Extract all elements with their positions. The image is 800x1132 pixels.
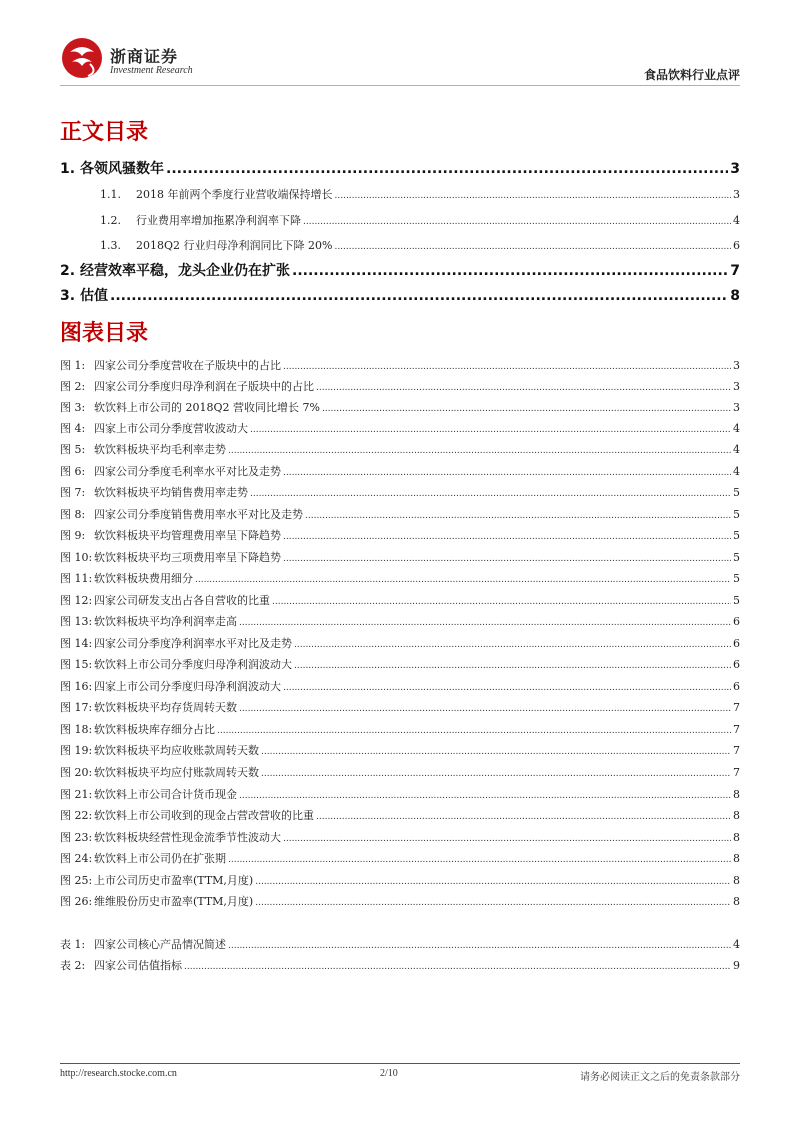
figure-entry[interactable]: 图 3: 软饮料上市公司的 2018Q2 营收同比增长 7% ..... 3 xyxy=(60,399,740,415)
toc-entry[interactable]: 1. 各领风骚数年 ..... 3 xyxy=(60,158,740,178)
toc-entry[interactable]: 1.3. 2018Q2 行业归母净利润同比下降 20% ..... 6 xyxy=(100,237,740,253)
figure-entry[interactable]: 图 4: 四家上市公司分季度营收波动大 ..... 4 xyxy=(60,420,740,436)
figure-list-heading: 图表目录 xyxy=(60,321,149,346)
page-header xyxy=(60,36,740,84)
figure-entry[interactable]: 图 16: 四家上市公司分季度归母净利润波动大 ..... 6 xyxy=(60,678,740,694)
toc-entry[interactable]: 1.1. 2018 年前两个季度行业营收端保持增长 ..... 3 xyxy=(100,186,740,202)
figure-entry[interactable]: 图 9: 软饮料板块平均管理费用率呈下降趋势 ..... 5 xyxy=(60,527,740,543)
footer-divider xyxy=(60,1063,740,1064)
figure-entry[interactable]: 图 10: 软饮料板块平均三项费用率呈下降趋势 ..... 5 xyxy=(60,549,740,565)
figure-entry[interactable]: 图 17: 软饮料板块平均存货周转天数 ..... 7 xyxy=(60,699,740,715)
header-divider xyxy=(60,85,740,86)
figure-entry[interactable]: 图 14: 四家公司分季度净利润率水平对比及走势 ..... 6 xyxy=(60,635,740,651)
report-type: 食品饮料行业点评 xyxy=(643,68,740,82)
figure-entry[interactable]: 图 1: 四家公司分季度营收在子版块中的占比 ..... 3 xyxy=(60,357,740,373)
figure-entry[interactable]: 图 24: 软饮料上市公司仍在扩张期 ..... 8 xyxy=(60,850,740,866)
brand-name-cn: 浙商证券 xyxy=(110,47,179,66)
toc-entry[interactable]: 3. 估值 ..... 8 xyxy=(60,285,740,305)
table-entry[interactable]: 表 1: 四家公司核心产品情况简述 ..... 4 xyxy=(60,936,740,952)
figure-entry[interactable]: 图 11: 软饮料板块费用细分 ..... 5 xyxy=(60,570,740,586)
figure-entry[interactable]: 图 25: 上市公司历史市盈率(TTM,月度) ..... 8 xyxy=(60,872,740,888)
table-entry[interactable]: 表 2: 四家公司估值指标 ..... 9 xyxy=(60,957,740,973)
figure-entry[interactable]: 图 20: 软饮料板块平均应付账款周转天数 ..... 7 xyxy=(60,764,740,780)
brand-name-en: Investment Research xyxy=(110,65,193,76)
figure-entry[interactable]: 图 8: 四家公司分季度销售费用率水平对比及走势 ..... 5 xyxy=(60,506,740,522)
figure-entry[interactable]: 图 21: 软饮料上市公司合计货币现金 ..... 8 xyxy=(60,786,740,802)
figure-entry[interactable]: 图 19: 软饮料板块平均应收账款周转天数 ..... 7 xyxy=(60,742,740,758)
toc-entry[interactable]: 2. 经营效率平稳，龙头企业仍在扩张 ..... 7 xyxy=(60,260,740,280)
figure-entry[interactable]: 图 13: 软饮料板块平均净利润率走高 ..... 6 xyxy=(60,613,740,629)
footer-disclaimer: 请务必阅读正文之后的免责条款部分 xyxy=(580,1072,740,1083)
figure-entry[interactable]: 图 5: 软饮料板块平均毛利率走势 ..... 4 xyxy=(60,441,740,457)
figure-entry[interactable]: 图 7: 软饮料板块平均销售费用率走势 ..... 5 xyxy=(60,484,740,500)
figure-entry[interactable]: 图 6: 四家公司分季度毛利率水平对比及走势 ..... 4 xyxy=(60,463,740,479)
figure-entry[interactable]: 图 23: 软饮料板块经营性现金流季节性波动大 ..... 8 xyxy=(60,829,740,845)
brand-logo-icon xyxy=(60,36,104,80)
figure-entry[interactable]: 图 22: 软饮料上市公司收到的现金占营改营收的比重 ..... 8 xyxy=(60,807,740,823)
footer-url[interactable]: http://research.stocke.com.cn xyxy=(60,1068,177,1079)
figure-entry[interactable]: 图 26: 维维股份历史市盈率(TTM,月度) ..... 8 xyxy=(60,893,740,909)
toc-entry[interactable]: 1.2. 行业费用率增加拖累净利润率下降 ..... 4 xyxy=(100,212,740,228)
toc-heading: 正文目录 xyxy=(60,120,149,145)
figure-entry[interactable]: 图 12: 四家公司研发支出占各自营收的比重 ..... 5 xyxy=(60,592,740,608)
figure-entry[interactable]: 图 2: 四家公司分季度归母净利润在子版块中的占比 ..... 3 xyxy=(60,378,740,394)
figure-entry[interactable]: 图 18: 软饮料板块库存细分占比 ..... 7 xyxy=(60,721,740,737)
footer-page-number: 2/10 xyxy=(380,1068,398,1079)
figure-entry[interactable]: 图 15: 软饮料上市公司分季度归母净利润波动大 ..... 6 xyxy=(60,656,740,672)
